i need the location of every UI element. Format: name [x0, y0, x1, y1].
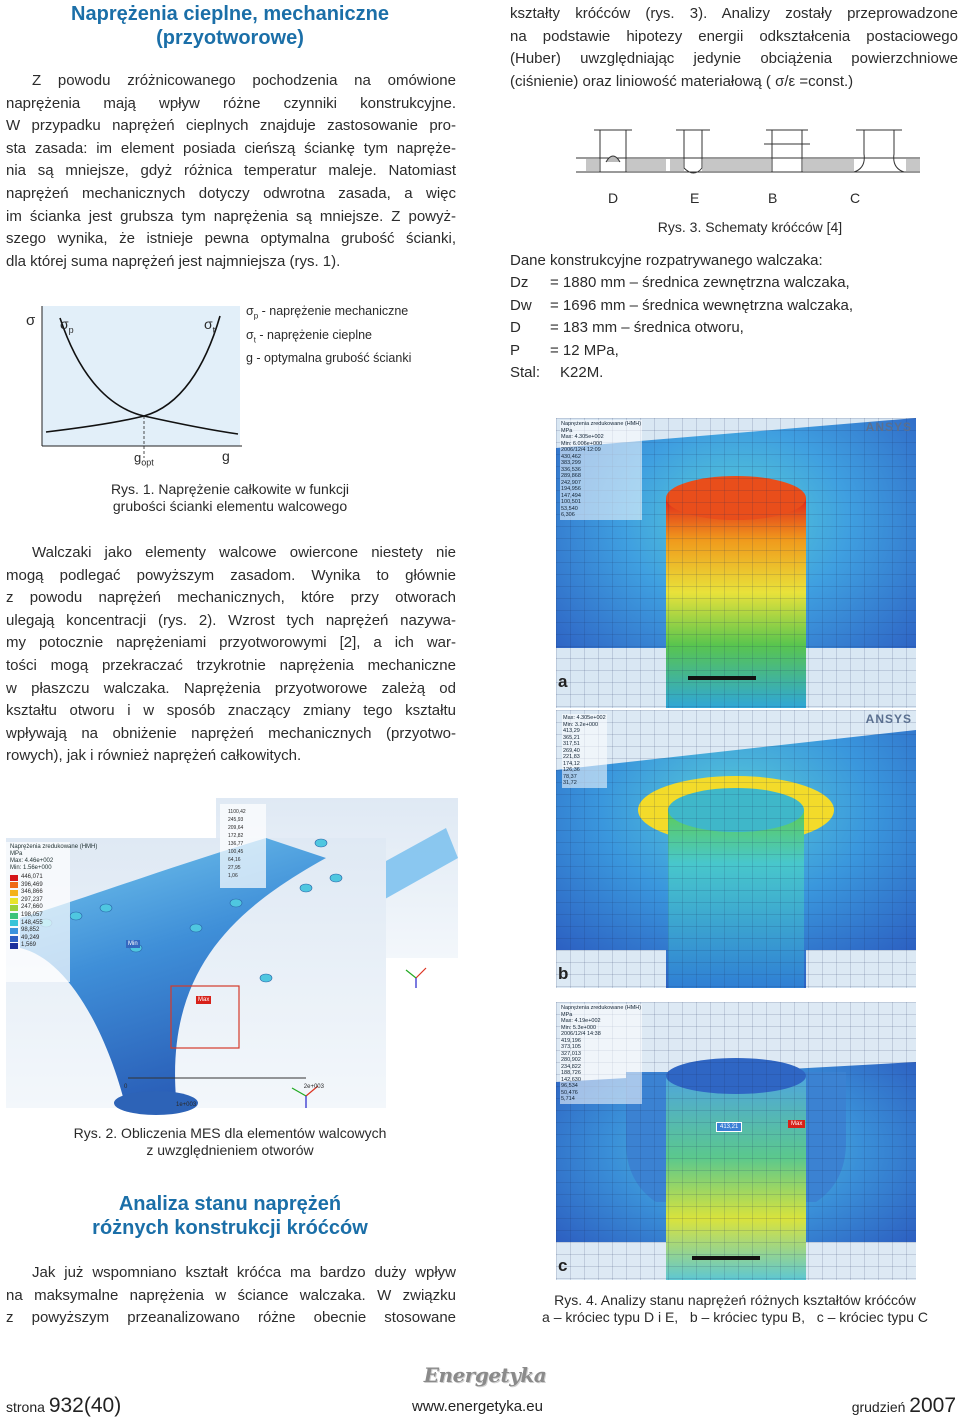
text-line: rowych), jak i również naprężeń całkowitych. [6, 747, 302, 765]
caption-line: Rys. 2. Obliczenia MES dla elementów walcowych [73, 1125, 387, 1141]
figure-3-labels [576, 190, 920, 210]
text-line: tości mogą przekraczać trzykrotnie naprężenia mechaniczne [6, 656, 456, 674]
panel-c-max-tag: Max [788, 1120, 805, 1128]
legend-row: 396,469 [10, 882, 43, 890]
figure-1-legend [246, 302, 411, 373]
text-line: sta zasada: im element posiada cieńszą ściankę tym napręże- [6, 139, 456, 157]
title-line: Naprężenia cieplne, mechaniczne [71, 3, 389, 25]
paragraph-huber-hypothesis [510, 3, 958, 93]
ansys-logo-b: ANSYS [865, 712, 912, 726]
legend-row: 49,249 [10, 935, 43, 943]
caption-line: z uwzględnieniem otworów [146, 1142, 314, 1158]
footer-date [852, 1394, 956, 1418]
legend-row: 247,660 [10, 904, 43, 912]
text-line: na podstawie hipotezy energii odkształcenia postaciowego [510, 27, 958, 45]
text-line: naprężeń mechanicznych dotyczy odwrotna zasada, a więc [6, 184, 456, 202]
issue-year: 2007 [909, 1394, 956, 1417]
title-line: różnych konstrukcji króćców [92, 1217, 368, 1239]
figure-2-caption [20, 1125, 440, 1159]
title-line: (przyotworowe) [156, 27, 304, 49]
legend-max: Max: 4.46e+002 [10, 858, 54, 864]
legend-row: 198,057 [10, 912, 43, 920]
figure-2-fem-cylinder [6, 798, 458, 1120]
panel-b-render [556, 710, 916, 988]
legend-row: 1,569 [10, 942, 43, 950]
paragraph-thermal-intro [6, 70, 456, 273]
figure-4-panel-b [556, 710, 916, 988]
nozzle-schematic-drawing [576, 126, 920, 186]
panel-b-label: b [558, 964, 569, 983]
paragraph-nozzle-intro [6, 1262, 456, 1330]
caption-line: Rys. 1. Naprężenie całkowite w funkcji [110, 481, 350, 497]
text-line: nia są mniejsze, gdyż różnica temperatur maleje. Natomiast [6, 162, 456, 180]
legend-swatch [10, 882, 18, 888]
legend-item: $\sigma_t$ - naprężenie cieplne [246, 327, 372, 344]
label-B: B [768, 190, 778, 206]
text-line: mogą podlegać powyższym zasadom. Wynika to głównie [6, 566, 456, 584]
legend-swatch [10, 928, 18, 934]
sigma-axis-label: σ [26, 312, 36, 329]
footer-logo [423, 1360, 547, 1390]
text-line: w płaszczu walczaka. Naprężenia przyotworowe zależą od [6, 679, 456, 697]
legend-swatch [10, 890, 18, 896]
design-data-intro: Dane konstrukcyjne rozpatrywanego walczaka: [510, 252, 823, 269]
text-line: W przypadku naprężeń cieplnych znajduje zastosowanie pro- [6, 117, 456, 135]
legend-row: 148,455 [10, 920, 43, 928]
sigma-p-label: $\sigma_p$ [60, 316, 74, 335]
legend-unit: MPa [10, 851, 23, 857]
legend-title: Naprężenia zredukowane (HMH) [10, 844, 98, 850]
title-line: Analiza stanu naprężeń [118, 1193, 342, 1215]
design-data-row: Stal: K22M. [510, 364, 604, 382]
caption-line: grubości ścianki elementu walcowego [112, 498, 348, 514]
text-line: z powodu naprężeń mechanicznych, które przy otworach [6, 589, 456, 607]
footer-page-number [6, 1394, 121, 1418]
text-line: Z powodu zróżnicowanego pochodzenia na omówione [32, 72, 456, 89]
energetyka-logo: Energetyka [423, 1363, 547, 1387]
website-link[interactable]: www.energetyka.eu [412, 1398, 543, 1415]
ansys-logo-a: ANSYS [865, 420, 912, 434]
figure-4-caption [510, 1292, 960, 1326]
legend-row: 297,237 [10, 897, 43, 905]
legend-row: 446,071 [10, 874, 43, 882]
legend-swatch [10, 920, 18, 926]
figure-1-stress-vs-thickness [20, 298, 450, 473]
legend-min: Min: 1.56e+000 [10, 865, 52, 871]
text-line: ulegają koncentracji (rys. 2). Wzrost tych naprężeń nazywa- [6, 611, 456, 629]
caption-line: Rys. 4. Analizy stanu naprężeń różnych kształtów króćców [554, 1292, 916, 1308]
figure-4-panel-c [556, 1002, 916, 1280]
legend-row: 346,866 [10, 889, 43, 897]
text-line: naprężenia mają wpływ różne czynniki konstrukcyjne. [6, 94, 456, 112]
scale-bar-labels: 0 2e+003 [124, 1084, 324, 1090]
label-E: E [690, 190, 700, 206]
scale-bar-sub: 1e+003 [176, 1102, 197, 1108]
design-data-row: D = 183 mm – średnica otworu, [510, 319, 744, 337]
figure-2-legend-scale [10, 874, 43, 950]
design-data-row: Dz = 1880 mm – średnica zewnętrzna walczaka, [510, 274, 850, 292]
legend-swatch [10, 898, 18, 904]
text-line: z powyższym przeanalizowano różne obecnie stosowane [6, 1309, 456, 1327]
text-line: Jak już wspomniano kształt króćca ma bardzo duży wpływ [32, 1264, 456, 1281]
text-line: (ciśnienie) oraz liniowość materiałową ( σ/ε =const.) [510, 72, 854, 90]
text-line: Walczaki jako elementy walcowe owiercone niestety nie [32, 544, 456, 561]
text-line: kształty króćców (rys. 3). Analizy zostały przeprowadzone [510, 5, 958, 22]
legend-row: 98,852 [10, 927, 43, 935]
design-data-row: P = 12 MPa, [510, 341, 619, 359]
panel-a-legend: Naprężenia zredukowane (HMH) MPa Max: 4.305e+002 Min: 6.006e+000 2006/12/4 12:09 430,462 383,299 336,536 289,868 242,907 194,956 147,494 100,501 53,540 6,306 [561, 421, 642, 518]
legend-item: g - optymalna grubość ścianki [246, 351, 412, 365]
section-title-nozzle-analysis [20, 1192, 440, 1240]
legend-swatch [10, 943, 18, 949]
section-title-thermal-stress [20, 2, 440, 50]
page-number: 932(40) [48, 1394, 122, 1417]
text-line: kształtu otworu i w sposób znaczący zmiany tego kształtu [6, 702, 456, 720]
figure-3-nozzle-schematics [576, 126, 920, 186]
paragraph-boiler-drums [6, 542, 456, 768]
min-tag: Min [128, 941, 138, 947]
figure-2-inset-legend: 1100,42 245,93 209,64 172,82 136,77 100,45 64,16 27,95 1,06 [228, 809, 246, 879]
max-tag: Max [198, 997, 210, 1003]
label-C: C [850, 190, 861, 206]
legend-swatch [10, 936, 18, 942]
page-prefix: strona [6, 1399, 45, 1415]
legend-item: $\sigma_p$ - naprężenie mechaniczne [246, 304, 409, 321]
text-line: wpływają na obniżenie naprężeń mechanicznych (przyotwo- [6, 724, 456, 742]
caption-line: a – króciec typu D i E, b – króciec typu B, c – króciec typu C [542, 1309, 928, 1325]
text-line: dla której suma naprężeń jest najmniejsza (rys. 1). [6, 252, 341, 270]
design-data-block [510, 250, 950, 384]
design-data-row: Dw = 1696 mm – średnica wewnętrzna walczaka, [510, 296, 854, 314]
panel-c-value-tag: 413,21 [716, 1122, 742, 1132]
figure-4-panel-a [556, 418, 916, 708]
text-line: na maksymalne naprężenia w ściance walczaka. W związku [6, 1286, 456, 1304]
panel-b-legend: Max: 4.305e+002 Min: 3.2e+000 413,29 365,21 317,51 269,40 221,83 174,12 126,36 78,37 31,72 [563, 715, 606, 786]
footer-website[interactable] [412, 1398, 543, 1415]
figure-2-legend [10, 844, 97, 872]
sigma-t-label: $\sigma_t$ [204, 316, 216, 335]
g-opt-label: $g_{opt}$ [134, 450, 154, 468]
panel-c-label: c [558, 1256, 568, 1275]
legend-swatch [10, 905, 18, 911]
g-axis-label: g [222, 448, 230, 464]
text-line: my potocznie naprężeniami przyotworowymi [2], a ich war- [6, 634, 456, 652]
issue-month: grudzień [851, 1399, 906, 1415]
panel-a-label: a [558, 672, 568, 691]
panel-c-legend: Naprężenia zredukowane (HMH) MPa Max: 4.19e+002 Min: 5.3e+000 2006/12/4 14:38 419,196 373,105 327,013 280,902 234,822 188,726 142,630 96,534 50,476 5,714 [561, 1005, 642, 1102]
text-line: (Huber) uwzględniając jedynie obciążenia powierzchniowe [510, 50, 958, 68]
text-line: szego wynika, że istnieje pewna optymalna grubość ścianki, [6, 230, 456, 248]
figure-3-caption: Rys. 3. Schematy króćców [4] [657, 219, 843, 235]
legend-swatch [10, 875, 18, 881]
figure-1-caption [20, 481, 440, 515]
label-D: D [608, 190, 619, 206]
legend-swatch [10, 913, 18, 919]
text-line: im ścianka jest grubsza tym naprężenia są mniejsze. Z powyż- [6, 207, 456, 225]
